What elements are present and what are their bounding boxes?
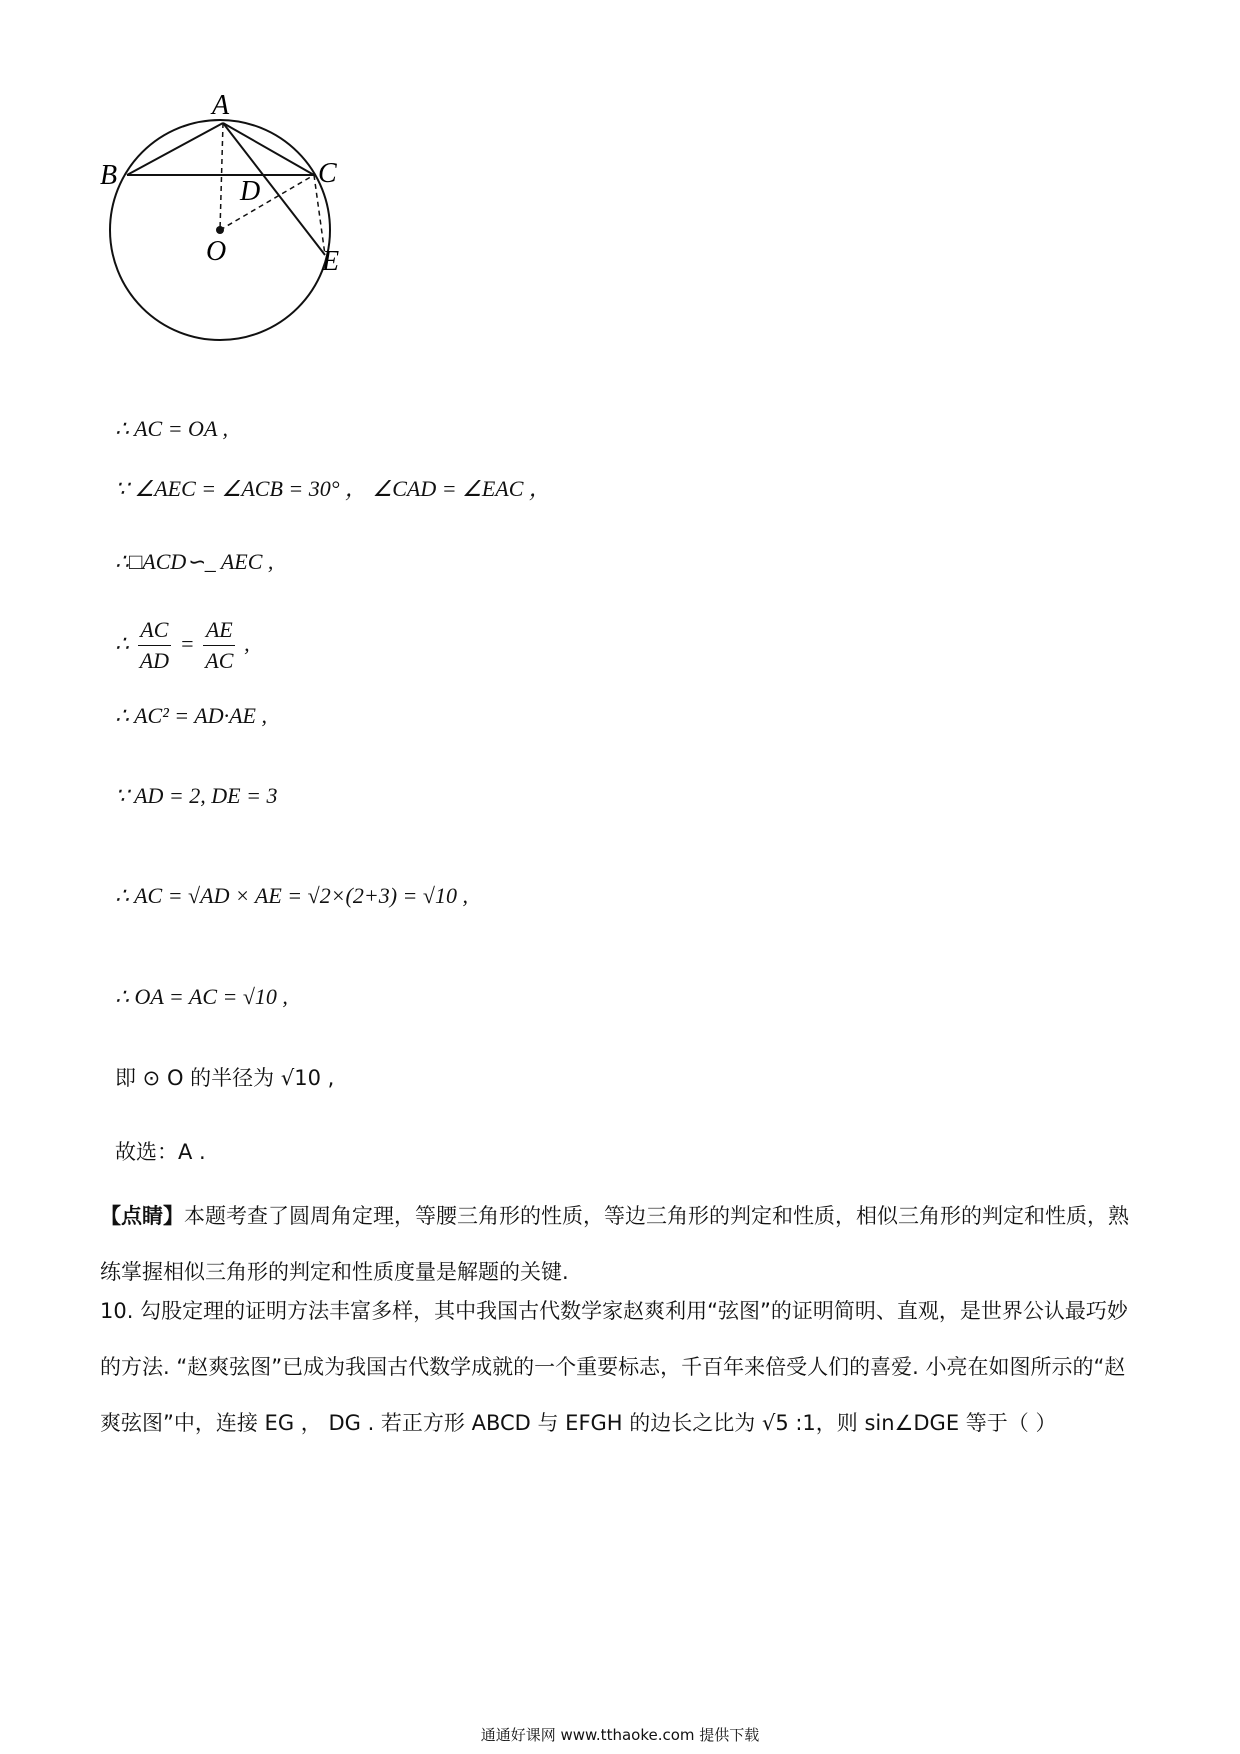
circle-figure — [100, 90, 400, 390]
fraction-ae-ac — [203, 615, 235, 676]
step-8: ∴ OA = AC = √10 , — [115, 984, 288, 1009]
label-b: B — [100, 160, 118, 191]
step-10: 故选：A . — [115, 1140, 206, 1164]
label-c: C — [318, 158, 337, 189]
segment-ae — [223, 123, 325, 255]
comment-tag: 【点睛】 — [100, 1204, 184, 1228]
question-paragraph: 10. 勾股定理的证明方法丰富多样，其中我国古代数学家赵爽利用“弦图”的证明简明、直观，是世界公认最巧妙的方法. “赵爽弦图”已成为我国古代数学成就的一个重要标志，千百年来倍受人们的喜爱. 小亮在如图所示的“赵爽弦图”中，连接 EG ， DG . 若正方形 ABCD 与 EFGH 的边长之比为 √5 :1，则 sin∠DGE 等于（ ） — [100, 1299, 1128, 1435]
step-2: ∵ ∠AEC = ∠ACB = 30° ， ∠CAD = ∠EAC ， — [115, 476, 551, 501]
label-a: A — [212, 90, 230, 121]
segment-ab — [127, 123, 223, 175]
step-9: 即 ⊙ O 的半径为 √10 , — [115, 1066, 335, 1090]
comma: , — [244, 631, 250, 656]
comment-text: 本题考查了圆周角定理，等腰三角形的性质，等边三角形的判定和性质，相似三角形的判定和性质，熟练掌握相似三角形的判定和性质度量是解题的关键. — [100, 1204, 1129, 1284]
step-3: ∴□ACD∽_ AEC , — [115, 549, 274, 574]
therefore-symbol: ∴ — [115, 631, 129, 656]
fraction-denominator: AD — [139, 648, 170, 673]
center-dot — [216, 226, 224, 234]
fraction-numerator: AC — [138, 615, 171, 646]
equals-sign: = — [179, 631, 195, 656]
label-e: E — [322, 246, 340, 277]
fraction-numerator: AE — [203, 615, 235, 646]
step-5: ∴ AC² = AD·AE , — [115, 703, 267, 728]
step-1: ∴ AC = OA , — [115, 416, 228, 441]
fraction-denominator: AC — [205, 648, 234, 673]
fraction-ac-ad — [138, 615, 171, 676]
label-d: D — [240, 176, 261, 207]
step-6: ∵ AD = 2, DE = 3 — [115, 783, 278, 808]
step-4 — [115, 615, 250, 676]
segment-ao — [220, 123, 223, 230]
footer: 通通好课网 www.tthaoke.com 提供下载 — [480, 1726, 760, 1744]
step-7: ∴ AC = √AD × AE = √2×(2+3) = √10 , — [115, 883, 468, 908]
label-o: O — [206, 236, 227, 267]
